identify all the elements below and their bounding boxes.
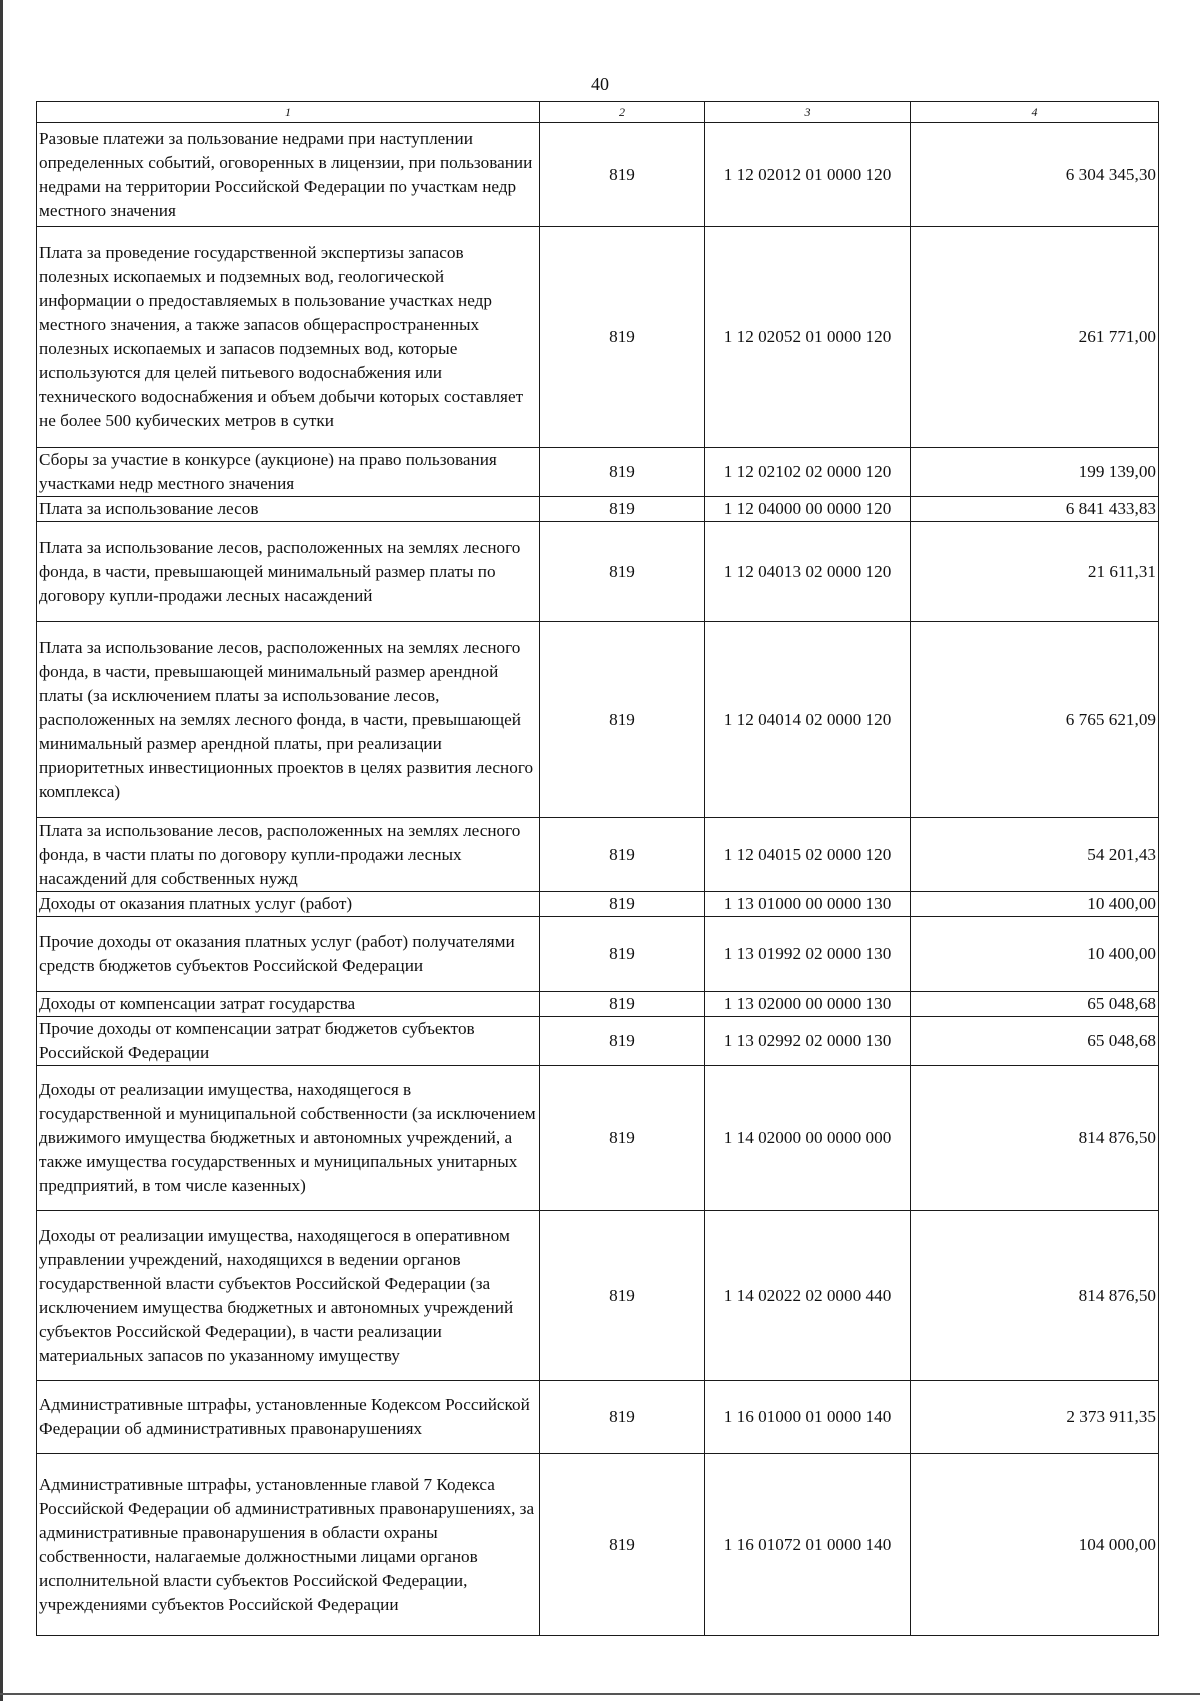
administrator-code: 819: [540, 448, 705, 497]
amount: 199 139,00: [911, 448, 1159, 497]
administrator-code: 819: [540, 522, 705, 622]
income-description: Плата за использование лесов, расположенных на землях лесного фонда, в части, превышающей минимальный размер платы по договору купли-продажи лесных насаждений: [37, 522, 540, 622]
column-number-4: 4: [911, 102, 1159, 123]
amount: 104 000,00: [911, 1454, 1159, 1636]
administrator-code: 819: [540, 1381, 705, 1454]
budget-classification-code: 1 12 02052 01 0000 120: [705, 227, 911, 448]
table-row: [37, 622, 1159, 818]
income-description: Доходы от оказания платных услуг (работ): [37, 892, 540, 917]
income-description: Административные штрафы, установленные Кодексом Российской Федерации об административных правонарушениях: [37, 1381, 540, 1454]
budget-classification-code: 1 12 02012 01 0000 120: [705, 123, 911, 227]
table-row: [37, 522, 1159, 622]
administrator-code: 819: [540, 892, 705, 917]
administrator-code: 819: [540, 497, 705, 522]
table-row: [37, 1066, 1159, 1211]
administrator-code: 819: [540, 1454, 705, 1636]
income-description: Доходы от реализации имущества, находящегося в государственной и муниципальной собственности (за исключением движимого имущества бюджетных и автономных учреждений, а также имущества государственных и муниципальных унитарных предприятий, в том числе казенных): [37, 1066, 540, 1211]
income-description: Сборы за участие в конкурсе (аукционе) на право пользования участками недр местного значения: [37, 448, 540, 497]
revenue-table: [36, 101, 1159, 1636]
budget-classification-code: 1 16 01072 01 0000 140: [705, 1454, 911, 1636]
column-number-3: 3: [705, 102, 911, 123]
column-number-1: 1: [37, 102, 540, 123]
table-row: [37, 917, 1159, 992]
table-row: [37, 448, 1159, 497]
amount: 10 400,00: [911, 892, 1159, 917]
amount: 6 841 433,83: [911, 497, 1159, 522]
table-row: [37, 123, 1159, 227]
budget-classification-code: 1 13 02000 00 0000 130: [705, 992, 911, 1017]
budget-classification-code: 1 12 04000 00 0000 120: [705, 497, 911, 522]
amount: 814 876,50: [911, 1211, 1159, 1381]
income-description: Плата за проведение государственной экспертизы запасов полезных ископаемых и подземных вод, геологической информации о предоставляемых в пользование участках недр местного значения, а также запасов общераспространенных полезных ископаемых и запасов подземных вод, которые используются для целей питьевого водоснабжения или технического водоснабжения и объем добычи которых составляет не более 500 кубических метров в сутки: [37, 227, 540, 448]
administrator-code: 819: [540, 992, 705, 1017]
scan-edge-left: [0, 0, 3, 1701]
column-number-row: [37, 102, 1159, 123]
income-description: Плата за использование лесов: [37, 497, 540, 522]
income-description: Разовые платежи за пользование недрами при наступлении определенных событий, оговоренных в лицензии, при пользовании недрами на территории Российской Федерации по участкам недр местного значения: [37, 123, 540, 227]
administrator-code: 819: [540, 622, 705, 818]
income-description: Плата за использование лесов, расположенных на землях лесного фонда, в части платы по договору купли-продажи лесных насаждений для собственных нужд: [37, 818, 540, 892]
column-number-2: 2: [540, 102, 705, 123]
table-row: [37, 1017, 1159, 1066]
administrator-code: 819: [540, 227, 705, 448]
budget-classification-code: 1 12 04013 02 0000 120: [705, 522, 911, 622]
budget-classification-code: 1 13 02992 02 0000 130: [705, 1017, 911, 1066]
table-row: [37, 1454, 1159, 1636]
income-description: Прочие доходы от оказания платных услуг (работ) получателями средств бюджетов субъектов Российской Федерации: [37, 917, 540, 992]
page-number: 40: [591, 74, 609, 94]
table-row: [37, 497, 1159, 522]
budget-classification-code: 1 16 01000 01 0000 140: [705, 1381, 911, 1454]
budget-classification-code: 1 12 04015 02 0000 120: [705, 818, 911, 892]
income-description: Доходы от компенсации затрат государства: [37, 992, 540, 1017]
budget-classification-code: 1 13 01000 00 0000 130: [705, 892, 911, 917]
amount: 6 765 621,09: [911, 622, 1159, 818]
table-row: [37, 1381, 1159, 1454]
table-row: [37, 992, 1159, 1017]
table-row: [37, 1211, 1159, 1381]
administrator-code: 819: [540, 917, 705, 992]
income-description: Административные штрафы, установленные главой 7 Кодекса Российской Федерации об административных правонарушениях, за административные правонарушения в области охраны собственности, налагаемые должностными лицами органов исполнительной власти субъектов Российской Федерации, учреждениями субъектов Российской Федерации: [37, 1454, 540, 1636]
administrator-code: 819: [540, 1211, 705, 1381]
amount: 261 771,00: [911, 227, 1159, 448]
administrator-code: 819: [540, 818, 705, 892]
income-description: Прочие доходы от компенсации затрат бюджетов субъектов Российской Федерации: [37, 1017, 540, 1066]
budget-classification-code: 1 12 02102 02 0000 120: [705, 448, 911, 497]
table-row: [37, 818, 1159, 892]
amount: 814 876,50: [911, 1066, 1159, 1211]
amount: 2 373 911,35: [911, 1381, 1159, 1454]
table-row: [37, 227, 1159, 448]
budget-classification-code: 1 13 01992 02 0000 130: [705, 917, 911, 992]
amount: 6 304 345,30: [911, 123, 1159, 227]
amount: 10 400,00: [911, 917, 1159, 992]
income-description: Плата за использование лесов, расположенных на землях лесного фонда, в части, превышающей минимальный размер арендной платы (за исключением платы за использование лесов, расположенных на землях лесного фонда, в части, превышающей минимальный размер арендной платы, при реализации приоритетных инвестиционных проектов в целях развития лесного комплекса): [37, 622, 540, 818]
amount: 21 611,31: [911, 522, 1159, 622]
budget-classification-code: 1 12 04014 02 0000 120: [705, 622, 911, 818]
income-description: Доходы от реализации имущества, находящегося в оперативном управлении учреждений, находящихся в ведении органов государственной власти субъектов Российской Федерации (за исключением имущества бюджетных и автономных учреждений субъектов Российской Федерации), в части реализации материальных запасов по указанному имуществу: [37, 1211, 540, 1381]
amount: 54 201,43: [911, 818, 1159, 892]
amount: 65 048,68: [911, 992, 1159, 1017]
amount: 65 048,68: [911, 1017, 1159, 1066]
administrator-code: 819: [540, 1017, 705, 1066]
table-row: [37, 892, 1159, 917]
administrator-code: 819: [540, 1066, 705, 1211]
administrator-code: 819: [540, 123, 705, 227]
scan-edge-bottom: [0, 1693, 1200, 1695]
budget-classification-code: 1 14 02000 00 0000 000: [705, 1066, 911, 1211]
budget-classification-code: 1 14 02022 02 0000 440: [705, 1211, 911, 1381]
